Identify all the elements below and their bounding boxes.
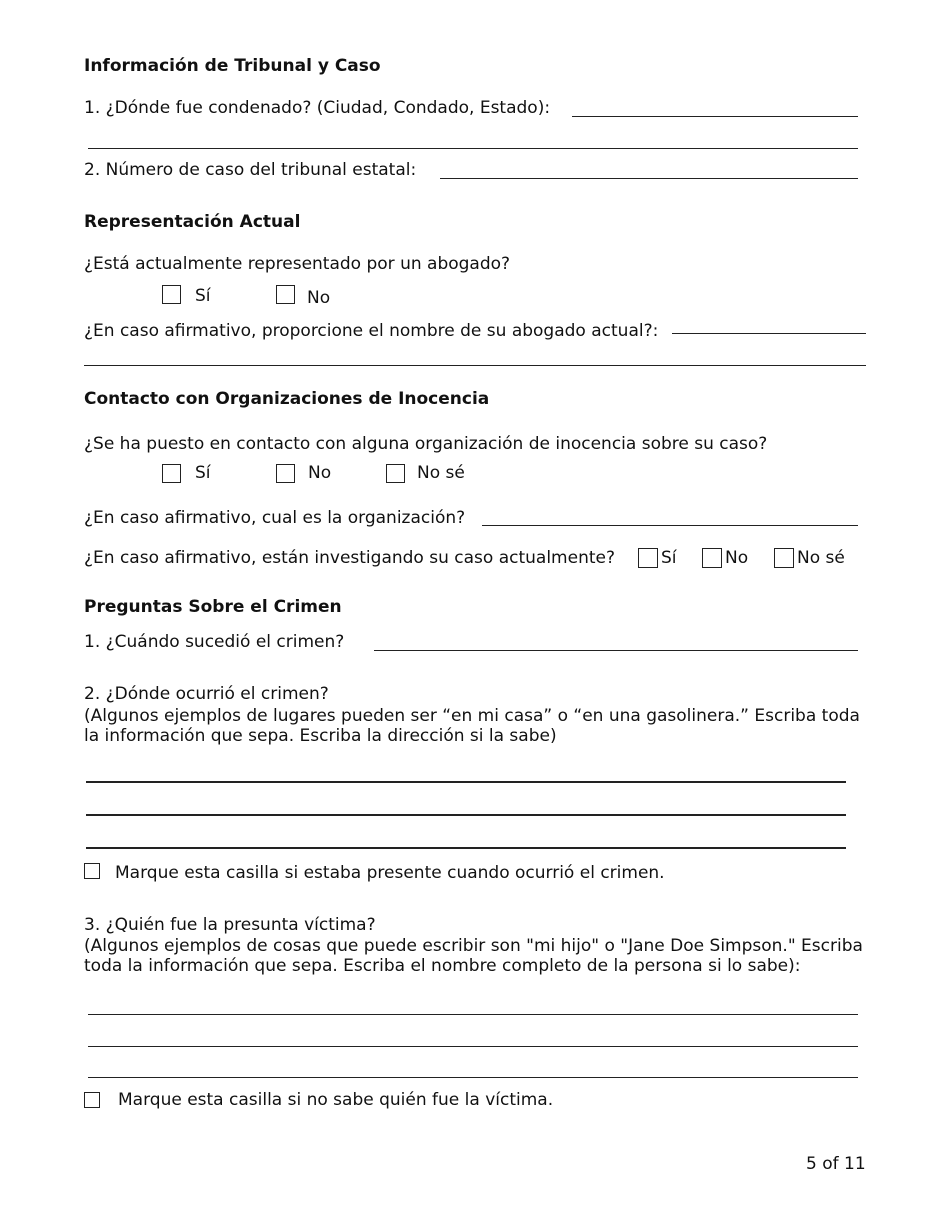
- which-org-field[interactable]: [482, 525, 858, 526]
- question-crime-when: 1. ¿Cuándo sucedió el crimen?: [84, 632, 345, 652]
- contacted-no-label: No: [308, 463, 332, 483]
- question-crime-where: 2. ¿Dónde ocurrió el crimen?: [84, 684, 329, 704]
- lawyer-no-checkbox[interactable]: [276, 285, 295, 304]
- lawyer-name-field-line2[interactable]: [84, 365, 866, 366]
- contacted-unsure-label: No sé: [417, 463, 465, 483]
- crime-when-field[interactable]: [374, 650, 858, 651]
- contacted-no-checkbox[interactable]: [276, 464, 295, 483]
- lawyer-no-label: No: [307, 288, 331, 308]
- question-lawyer-name: ¿En caso afirmativo, proporcione el nombre de su abogado actual?:: [84, 321, 659, 341]
- lawyer-yes-checkbox[interactable]: [162, 285, 181, 304]
- question-contacted-org: ¿Se ha puesto en contacto con alguna organización de inocencia sobre su caso?: [84, 434, 768, 454]
- section-heading-court: Información de Tribunal y Caso: [84, 56, 381, 76]
- unknown-victim-label: Marque esta casilla si no sabe quién fue la víctima.: [118, 1090, 554, 1110]
- question-victim: 3. ¿Quién fue la presunta víctima?: [84, 915, 376, 935]
- crime-where-help: (Algunos ejemplos de lugares pueden ser “en mi casa” o “en una gasolinera.” Escriba toda la información que sepa. Escriba la dirección si la sabe): [84, 706, 860, 746]
- contacted-yes-checkbox[interactable]: [162, 464, 181, 483]
- investigating-yes-checkbox[interactable]: [638, 548, 658, 568]
- victim-help: (Algunos ejemplos de cosas que puede escribir son "mi hijo" o "Jane Doe Simpson." Escriba toda la información que sepa. Escriba el nombre completo de la persona si lo sabe):: [84, 936, 863, 976]
- lawyer-name-field[interactable]: [672, 333, 866, 334]
- investigating-no-checkbox[interactable]: [702, 548, 722, 568]
- question-convicted-where: 1. ¿Dónde fue condenado? (Ciudad, Condado, Estado):: [84, 98, 551, 118]
- question-has-lawyer: ¿Está actualmente representado por un abogado?: [84, 254, 511, 274]
- section-heading-innocence: Contacto con Organizaciones de Inocencia: [84, 389, 490, 409]
- investigating-no-label: No: [725, 548, 749, 568]
- crime-where-field-line1[interactable]: [86, 781, 846, 783]
- convicted-where-field[interactable]: [572, 116, 858, 117]
- convicted-where-field-line2[interactable]: [88, 148, 858, 149]
- present-at-crime-checkbox[interactable]: [84, 863, 100, 879]
- contacted-yes-label: Sí: [195, 463, 211, 483]
- section-heading-crime: Preguntas Sobre el Crimen: [84, 597, 342, 617]
- victim-field-line3[interactable]: [88, 1077, 858, 1078]
- section-heading-representation: Representación Actual: [84, 212, 301, 232]
- question-which-org: ¿En caso afirmativo, cual es la organización?: [84, 508, 466, 528]
- unknown-victim-checkbox[interactable]: [84, 1092, 100, 1108]
- investigating-unsure-label: No sé: [797, 548, 845, 568]
- crime-where-field-line3[interactable]: [86, 847, 846, 849]
- victim-field-line1[interactable]: [88, 1014, 858, 1015]
- lawyer-yes-label: Sí: [195, 286, 211, 306]
- question-case-number: 2. Número de caso del tribunal estatal:: [84, 160, 417, 180]
- page-number: 5 of 11: [806, 1154, 866, 1174]
- investigating-yes-label: Sí: [661, 548, 677, 568]
- question-investigating: ¿En caso afirmativo, están investigando su caso actualmente?: [84, 548, 615, 568]
- crime-where-field-line2[interactable]: [86, 814, 846, 816]
- victim-field-line2[interactable]: [88, 1046, 858, 1047]
- present-at-crime-label: Marque esta casilla si estaba presente cuando ocurrió el crimen.: [115, 863, 665, 883]
- contacted-unsure-checkbox[interactable]: [386, 464, 405, 483]
- investigating-unsure-checkbox[interactable]: [774, 548, 794, 568]
- case-number-field[interactable]: [440, 178, 858, 179]
